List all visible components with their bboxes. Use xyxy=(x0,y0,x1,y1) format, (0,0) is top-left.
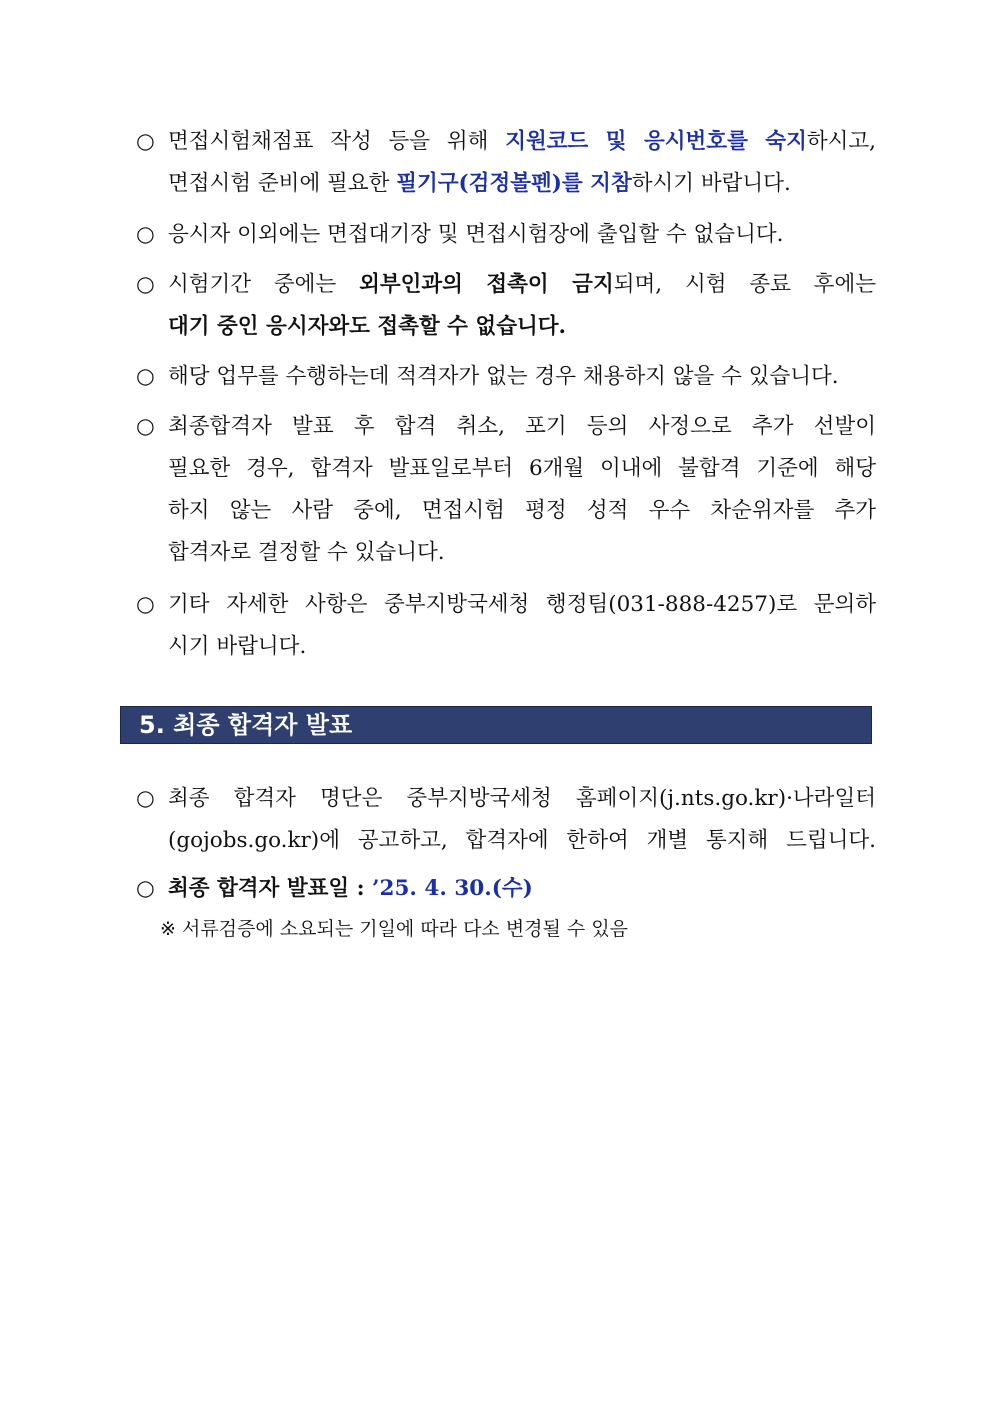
notice-item-entry-restriction xyxy=(136,214,876,256)
notice-line-bold: 대기 중인 응시자와도 접촉할 수 없습니다. xyxy=(168,314,566,339)
notice-line: 시험기간 중에는 외부인과의 접촉이 금지되며, 시험 종료 후에는 xyxy=(168,272,876,297)
announcement-date: ’25. 4. 30.(수) xyxy=(372,876,533,901)
notice-line: 기타 자세한 사항은 중부지방국세청 행정팀(031-888-4257)로 문의하 xyxy=(168,592,876,617)
notice-line: 면접시험채점표 작성 등을 위해 지원코드 및 응시번호를 숙지하시고, xyxy=(168,129,876,154)
notice-item-code-and-pen xyxy=(136,121,876,205)
announcement-label: 최종 합격자 발표일 : xyxy=(168,876,373,901)
notice-line: 해당 업무를 수행하는데 적격자가 없는 경우 채용하지 않을 수 있습니다. xyxy=(168,364,839,389)
notice-line: 최종 합격자 명단은 중부지방국세청 홈페이지(j.nts.go.kr)·나라일터 xyxy=(168,786,876,811)
notice-item-contact-ban xyxy=(136,264,876,348)
bullet-icon: ○ xyxy=(136,414,155,439)
bullet-icon: ○ xyxy=(136,272,155,297)
bullet-icon: ○ xyxy=(136,876,155,901)
notice-line: 합격자로 결정할 수 있습니다. xyxy=(168,540,445,565)
section-header xyxy=(120,706,872,744)
notice-item-final-list xyxy=(136,778,876,862)
notice-item-no-hire xyxy=(136,356,876,398)
highlight-text: 필기구(검정볼펜)를 지참 xyxy=(396,171,632,196)
notice-line: 시기 바랍니다. xyxy=(168,634,307,659)
highlight-text: 지원코드 및 응시번호를 숙지 xyxy=(505,129,807,154)
bullet-icon: ○ xyxy=(136,129,155,154)
notice-line xyxy=(168,868,876,910)
footnote: ※ 서류검증에 소요되는 기일에 따라 다소 변경될 수 있음 xyxy=(160,918,629,940)
notice-line: 필요한 경우, 합격자 발표일로부터 6개월 이내에 불합격 기준에 해당 xyxy=(168,456,876,481)
bullet-icon: ○ xyxy=(136,786,155,811)
notice-item-announcement-date xyxy=(136,868,876,910)
notice-item-inquiry xyxy=(136,584,876,668)
section-title: 5. 최종 합격자 발표 xyxy=(139,711,353,739)
notice-item-additional-selection xyxy=(136,406,876,574)
bullet-icon: ○ xyxy=(136,364,155,389)
bold-text: 외부인과의 접촉이 금지 xyxy=(359,272,614,297)
bullet-icon: ○ xyxy=(136,222,155,247)
notice-line: 면접시험 준비에 필요한 필기구(검정볼펜)를 지참하시기 바랍니다. xyxy=(168,171,791,196)
notice-line: 최종합격자 발표 후 합격 취소, 포기 등의 사정으로 추가 선발이 xyxy=(168,414,876,439)
notice-line: 하지 않는 사람 중에, 면접시험 평정 성적 우수 차순위자를 추가 xyxy=(168,498,876,523)
notice-line: (gojobs.go.kr)에 공고하고, 합격자에 한하여 개별 통지해 드립니다. xyxy=(168,828,876,853)
notice-line: 응시자 이외에는 면접대기장 및 면접시험장에 출입할 수 없습니다. xyxy=(168,222,784,247)
bullet-icon: ○ xyxy=(136,592,155,617)
